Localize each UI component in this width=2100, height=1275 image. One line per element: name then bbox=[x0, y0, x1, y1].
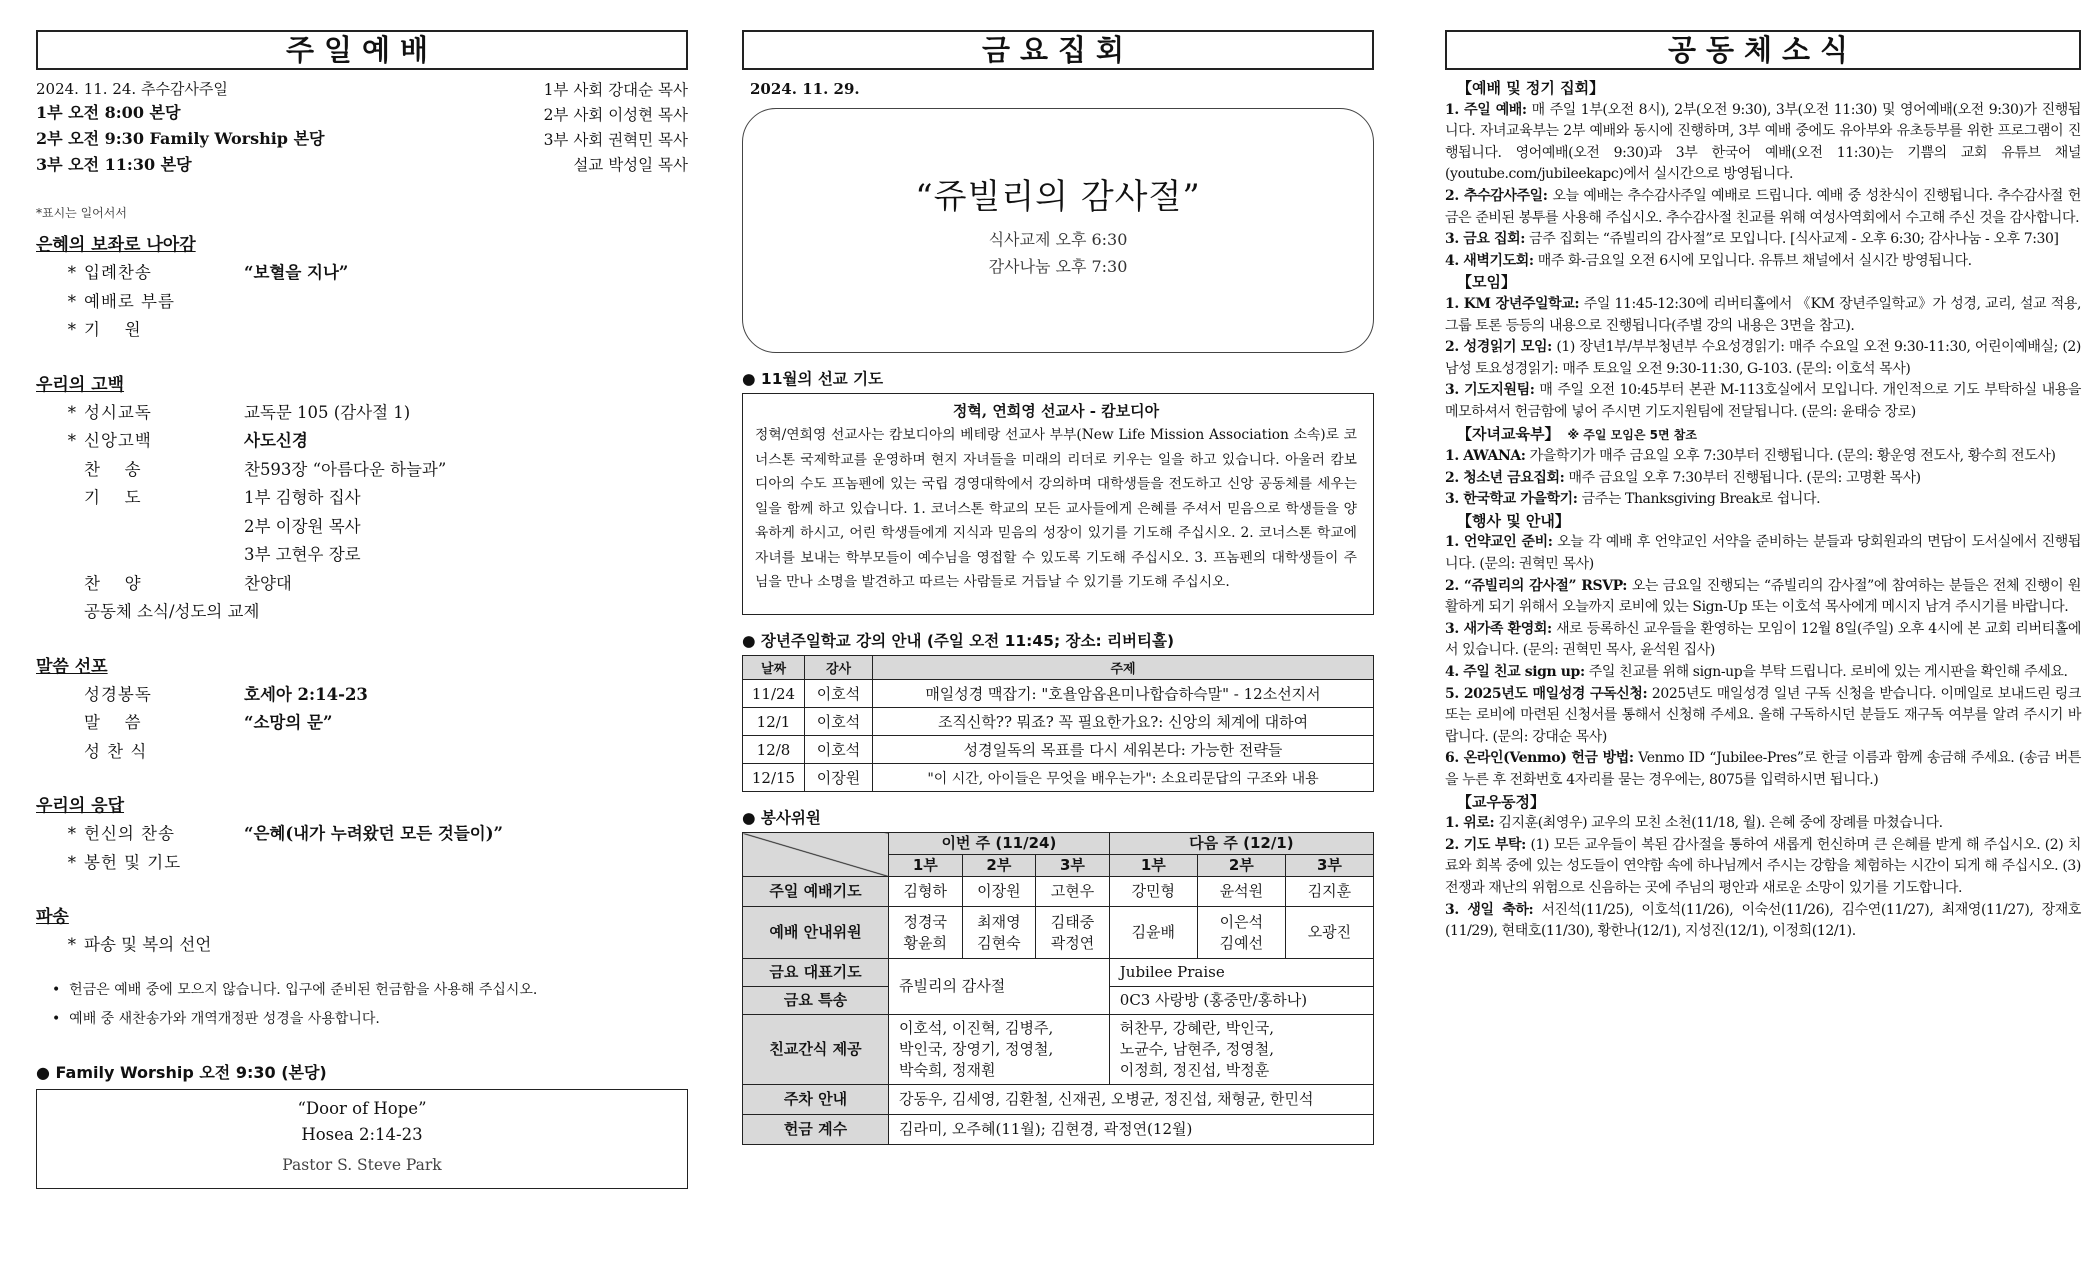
news-item-text: 김지훈(최영우) 교우의 모친 소천(11/18, 월). 은혜 중에 장례를 마쳤습니다. bbox=[1494, 815, 1943, 832]
standing-mark: * bbox=[67, 852, 76, 872]
leader-2: 2부 사회 이성현 목사 bbox=[543, 106, 688, 124]
preacher: 설교 박성일 목사 bbox=[573, 156, 688, 174]
cell-speaker: 이호석 bbox=[805, 736, 873, 764]
fw-passage: Hosea 2:14-23 bbox=[301, 1124, 423, 1144]
section-title-approach: 은혜의 보좌로 나아감 bbox=[36, 235, 196, 255]
cell: Jubilee Praise bbox=[1109, 959, 1373, 987]
order-item bbox=[36, 259, 688, 288]
table-row bbox=[743, 708, 1374, 736]
cell: 김윤배 bbox=[1109, 907, 1197, 959]
part-header: 3부 bbox=[1036, 855, 1110, 877]
bullet-text: 예배 중 새찬송가와 개역개정판 성경을 사용합니다. bbox=[69, 1010, 380, 1027]
friday-date: 2024. 11. 29. bbox=[750, 80, 860, 98]
news-item-text: 2025년도 매일성경 일년 구독 신청을 받습니다. 이메일로 보내드린 링크 또는 로비에 마련된 신청서를 통해서 신청해 주세요. 올해 구독하시던 분들도 재구독 여부를 알려 주시기 바랍니다. (문의: 강대순 목사) bbox=[1445, 685, 2081, 745]
order-value bbox=[244, 738, 688, 767]
news-category: 【교우동정】 bbox=[1457, 792, 1545, 811]
news-item bbox=[1445, 229, 2081, 251]
news-item-title: 3. 금요 집회: bbox=[1445, 231, 1526, 248]
news-item bbox=[1445, 337, 2081, 380]
mission-title: 정혁, 연희영 선교사 - 캄보디아 bbox=[952, 402, 1160, 420]
cell: 이호석, 이진혁, 김병주, 박인국, 장영기, 정영철, 박숙희, 정재훤 bbox=[889, 1015, 1110, 1085]
news-item bbox=[1445, 446, 2081, 468]
news-list bbox=[1445, 78, 2081, 943]
fw-pastor: Pastor S. Steve Park bbox=[282, 1155, 442, 1174]
news-item-text: 매 주일 오전 10:45부터 본관 M-113호실에서 모입니다. 개인적으로 기도 부탁하실 내용을 메모하셔서 헌금함에 넣어 주시면 기도지원팀에 전달됩니다. (문의: 윤태승 장로) bbox=[1445, 382, 2082, 420]
volunteers-heading: ● 봉사위원 bbox=[742, 809, 821, 827]
part-header: 3부 bbox=[1285, 855, 1373, 877]
row-header: 주일 예배기도 bbox=[743, 877, 889, 907]
news-item-text: 서진석(11/25), 이호석(11/26), 이숙선(11/26), 김수연(11/27), 최재영(11/27), 장재호(11/29), 현태호(11/30), 황한나(12/1), 지성진(12/1), 이정희(12/1). bbox=[1445, 901, 2081, 940]
news-category-label: 【자녀교육부】 bbox=[1457, 424, 1560, 443]
cell: 0C3 사랑방 (홍중만/홍하나) bbox=[1109, 987, 1373, 1015]
bullet-note: • 예배 중 새찬송가와 개역개정판 성경을 사용합니다. bbox=[52, 1010, 380, 1027]
order-item bbox=[36, 931, 688, 960]
order-item bbox=[36, 570, 688, 599]
cell: 강동우, 김세영, 김환철, 신재권, 오병균, 정진섭, 채형균, 한민석 bbox=[889, 1085, 1374, 1115]
row-header: 금요 특송 bbox=[743, 987, 889, 1015]
news-item bbox=[1445, 748, 2081, 791]
news-item-text: 오는 금요일 진행되는 “쥬빌리의 감사절”에 참여하는 분들은 전체 진행이 원활하게 되기 위해서 오늘까지 로비에 있는 Sign-Up 또는 이호석 목사에게 메시지 남겨 주시기를 바랍니다. bbox=[1445, 577, 2081, 616]
news-item-text: 오늘 각 예배 후 언약교인 서약을 준비하는 분들과 당회원과의 면담이 도서실에서 진행됩니다. (문의: 권혁민 목사) bbox=[1445, 534, 2081, 573]
cell-topic: 성경일독의 목표를 다시 세워본다: 가능한 전략들 bbox=[873, 736, 1374, 764]
news-item-title: 1. KM 장년주일학교: bbox=[1445, 295, 1580, 312]
news-item-title: 3. 기도지원팀: bbox=[1445, 382, 1535, 399]
service-leaders bbox=[544, 78, 688, 178]
order-value: 호세아 2:14-23 bbox=[244, 684, 368, 704]
order-label: 성시교독 bbox=[84, 402, 152, 422]
order-item bbox=[36, 399, 688, 428]
order-item bbox=[36, 681, 688, 710]
cell-speaker: 이장원 bbox=[805, 764, 873, 792]
section-title-confession: 우리의 고백 bbox=[36, 374, 125, 395]
cell-speaker: 이호석 bbox=[805, 680, 873, 708]
order-value: 3부 고현우 장로 bbox=[244, 545, 361, 564]
news-item-text: 주일 11:45-12:30에 리버티홀에서 《KM 장년주일학교》가 성경, 교리, 설교 적용, 그룹 토론 등등의 내용으로 진행됩니다(주별 강의 내용은 3면을 참고). bbox=[1445, 295, 2082, 334]
order-item bbox=[36, 820, 688, 849]
order-item bbox=[36, 427, 688, 456]
order-label: 기 원 bbox=[84, 320, 142, 339]
order-value bbox=[244, 849, 688, 878]
cell-date: 11/24 bbox=[743, 680, 805, 708]
news-item-text: (1) 장년1부/부부청년부 수요성경읽기: 매주 수요일 오전 9:30-11:30, 어린이예배실; (2) 남성 토요성경읽기: 매주 토요일 오전 9:30-11:30, G-103. (문의: 이호석 목사) bbox=[1445, 339, 2081, 377]
news-item bbox=[1445, 468, 2081, 490]
bullet-text: 헌금은 예배 중에 모으지 않습니다. 입구에 준비된 헌금함을 사용해 주십시오. bbox=[69, 981, 538, 998]
news-item bbox=[1445, 251, 2081, 273]
volunteers-table bbox=[742, 832, 1374, 1145]
order-value: 교독문 105 (감사절 1) bbox=[244, 402, 411, 422]
mission-body: 정혁/연희영 선교사는 캄보디아의 베테랑 선교사 부부(New Life Mission Association 소속)로 코너스톤 국제학교를 운영하며 현지 자녀들을 미래의 리더로 키우는 일을 하고 있습니다. 아울러 캄보디아의 수도 프놈펜에 있는 국립 경영대학에서 강의하며 대학생들을 전도하고 신앙 공동체를 세우는 일을 함께 하고 있습니다. 1. 코너스톤 학교의 모든 교사들에게 은혜를 주셔서 믿음으로 학생들을 양육하게 하시고, 어린 학생들에게 지식과 믿음의 성장이 있기를 기도해 주십시오. 2. 코너스톤 학교에 자녀를 보내는 학부모들이 예수님을 영접할 수 있도록 기도해 주십시오. 3. 프놈펜의 대학생들이 주님을 만나 소명을 발견하고 따르는 사람들로 거듭날 수 있기를 기도해 주십시오. bbox=[755, 427, 1357, 590]
bullet-note: • 헌금은 예배 중에 모으지 않습니다. 입구에 준비된 헌금함을 사용해 주십시오. bbox=[52, 981, 538, 998]
cell-topic: 조직신학?? 뭐죠? 꼭 필요한가요?: 신앙의 체계에 대하여 bbox=[873, 708, 1374, 736]
news-item-text: Venmo ID “Jubilee-Pres”로 한글 이름과 함께 송금해 주세요. (송금 버튼을 누른 후 전화번호 4자리를 묻는 경우에는, 8075를 입력하시면 됩니다.) bbox=[1445, 750, 2081, 788]
friday-theme-box bbox=[742, 108, 1374, 353]
news-item-title: 1. 주일 예배: bbox=[1445, 101, 1527, 118]
table-row bbox=[743, 1115, 1374, 1145]
news-item-title: 2. “쥬빌리의 감사절” RSVP: bbox=[1445, 577, 1628, 594]
family-worship-title: ● Family Worship 오전 9:30 (본당) bbox=[36, 1062, 327, 1082]
sunday-worship-column bbox=[36, 30, 688, 1189]
news-item-title: 1. 위로: bbox=[1445, 815, 1495, 832]
news-item-title: 2. 추수감사주일: bbox=[1445, 187, 1548, 204]
news-item-title: 3. 한국학교 가을학기: bbox=[1445, 491, 1578, 508]
news-item-title: 5. 2025년도 매일성경 구독신청: bbox=[1445, 685, 1648, 702]
theme-line-1: 식사교제 오후 6:30 bbox=[988, 230, 1128, 249]
friday-gathering-column bbox=[742, 30, 1374, 1145]
news-item-text: 매 주일 1부(오전 8시), 2부(오전 9:30), 3부(오전 11:30) 및 영어예배(오전 9:30)가 진행됩니다. 자녀교육부는 2부 예배와 동시에 진행하며, 3부 예배 중에도 유아부와 유초등부를 위한 프로그램이 진행됩니다. 영어예배(오전 9:30)과 3부 한국어 예배(오전 11:30)는 기쁨의 교회 유튜브 채널(youtube.com/jubileekapc)에서 실시간으로 방영됩니다. bbox=[1445, 101, 2082, 183]
cell: 허찬무, 강혜란, 박인국, 노균수, 남현주, 정영철, 이정희, 정진섭, 박정훈 bbox=[1109, 1015, 1373, 1085]
next-week-header: 다음 주 (12/1) bbox=[1109, 833, 1373, 855]
news-item-text: 금주 집회는 “쥬빌리의 감사절”로 모입니다. [식사교제 - 오후 6:30; 감사나눔 - 오후 7:30] bbox=[1525, 231, 2059, 248]
order-item bbox=[36, 738, 688, 767]
order-item bbox=[36, 709, 688, 738]
news-item-title: 2. 기도 부탁: bbox=[1445, 836, 1526, 853]
order-value: “은혜(내가 누려왔던 모든 것들이)” bbox=[244, 824, 504, 843]
service-date: 2024. 11. 24. 추수감사주일 bbox=[36, 80, 228, 98]
news-item-text: 매주 금요일 오후 7:30부터 진행됩니다. (문의: 고명환 목사) bbox=[1564, 469, 1921, 486]
news-item bbox=[1445, 576, 2081, 619]
news-item bbox=[1445, 380, 2081, 423]
order-value bbox=[244, 288, 688, 317]
order-label: 헌신의 찬송 bbox=[84, 824, 175, 843]
order-label: 성 찬 식 bbox=[84, 741, 148, 761]
cell-date: 12/15 bbox=[743, 764, 805, 792]
order-item bbox=[36, 316, 688, 345]
row-header: 금요 대표기도 bbox=[743, 959, 889, 987]
news-item bbox=[1445, 835, 2081, 900]
order-label: 기 도 bbox=[84, 488, 142, 507]
order-label: 공동체 소식/성도의 교제 bbox=[84, 602, 260, 621]
cell-date: 12/1 bbox=[743, 708, 805, 736]
news-category bbox=[1457, 424, 2081, 447]
table-row bbox=[743, 1085, 1374, 1115]
news-item-text: (1) 모든 교우들이 복된 감사절을 통하여 새롭게 헌신하며 큰 은혜를 받게 해 주십시오. (2) 치료와 회복 중에 있는 성도들이 연약함 속에 하나님께서 주시는 강함을 체험하는 시간이 되게 해 주십시오. (3) 전쟁과 재난의 위험으로 신음하는 곳에 주님의 평안과 새로운 소망이 있기를 기도합니다. bbox=[1445, 836, 2082, 896]
cell-date: 12/8 bbox=[743, 736, 805, 764]
order-value: 2부 이장원 목사 bbox=[244, 516, 361, 536]
cell: 이은석 김예선 bbox=[1197, 907, 1285, 959]
news-item-title: 3. 새가족 환영회: bbox=[1445, 620, 1552, 637]
standing-mark: * bbox=[67, 935, 76, 954]
order-label: 예배로 부름 bbox=[84, 291, 175, 311]
news-item-text: 금주는 Thanksgiving Break로 쉽니다. bbox=[1577, 491, 1821, 508]
part-header: 2부 bbox=[962, 855, 1036, 877]
part-header: 2부 bbox=[1197, 855, 1285, 877]
table-row bbox=[743, 1015, 1374, 1085]
cell: 고현우 bbox=[1036, 877, 1110, 907]
lecture-heading: ● 장년주일학교 강의 안내 (주일 오전 11:45; 장소: 리버티홀) bbox=[742, 632, 1175, 650]
row-header: 예배 안내위원 bbox=[743, 907, 889, 959]
cell: 오광진 bbox=[1285, 907, 1373, 959]
col-header-speaker: 강사 bbox=[805, 656, 873, 680]
table-row bbox=[743, 764, 1374, 792]
news-item-title: 6. 온라인(Venmo) 헌금 방법: bbox=[1445, 750, 1634, 767]
service-info bbox=[36, 78, 688, 186]
cell: 쥬빌리의 감사절 bbox=[889, 959, 1110, 1015]
service-time-2: 2부 오전 9:30 Family Worship 본당 bbox=[36, 129, 325, 148]
order-item bbox=[36, 456, 688, 485]
table-row bbox=[743, 736, 1374, 764]
leader-3: 3부 사회 권혁민 목사 bbox=[543, 131, 688, 149]
section-header-friday: 금요집회 bbox=[742, 30, 1374, 70]
service-time-1: 1부 오전 8:00 본당 bbox=[36, 103, 181, 122]
cell: 강민형 bbox=[1109, 877, 1197, 907]
news-item bbox=[1445, 186, 2081, 229]
table-row bbox=[743, 680, 1374, 708]
standing-mark: * bbox=[67, 824, 76, 843]
order-value: 찬593장 “아름다운 하늘과” bbox=[244, 459, 447, 479]
cell-topic: "이 시간, 아이들은 무엇을 배우는가": 소요리문답의 구조와 내용 bbox=[873, 764, 1374, 792]
order-label: 찬 양 bbox=[84, 573, 142, 593]
news-item-text: 매주 화-금요일 오전 6시에 모입니다. 유튜브 채널에서 실시간 방영됩니다. bbox=[1533, 252, 1972, 269]
leader-1: 1부 사회 강대순 목사 bbox=[543, 81, 688, 99]
section-header-community: 공동체소식 bbox=[1445, 30, 2081, 70]
order-label: 신앙고백 bbox=[84, 431, 152, 450]
section-title-sending: 파송 bbox=[36, 907, 69, 927]
news-item-title: 2. 청소년 금요집회: bbox=[1445, 469, 1565, 486]
cell: 윤석원 bbox=[1197, 877, 1285, 907]
order-value: “보혈을 지나” bbox=[244, 263, 349, 282]
order-value: “소망의 문” bbox=[244, 713, 333, 732]
col-header-topic: 주제 bbox=[873, 656, 1374, 680]
row-header: 친교간식 제공 bbox=[743, 1015, 889, 1085]
news-item-title: 1. AWANA: bbox=[1445, 448, 1526, 465]
news-category: 【행사 및 안내】 bbox=[1457, 511, 1570, 530]
news-item-title: 4. 새벽기도회: bbox=[1445, 252, 1534, 269]
mission-box bbox=[742, 393, 1374, 615]
order-label: 입례찬송 bbox=[84, 263, 152, 282]
news-item-text: 주일 친교를 위해 sign-up을 부탁 드립니다. 로비에 있는 게시판을 확인해 주세요. bbox=[1584, 664, 2068, 681]
lecture-table bbox=[742, 655, 1374, 792]
news-category-note: ※ 주일 모임은 5면 참조 bbox=[1567, 427, 1697, 442]
order-value: 찬양대 bbox=[244, 573, 292, 593]
table-row bbox=[743, 959, 1374, 987]
section-title-word: 말씀 선포 bbox=[36, 656, 108, 677]
news-item-text: 오늘 예배는 추수감사주일 예배로 드립니다. 예배 중 성찬식이 진행됩니다. 추수감사절 헌금은 준비된 봉투를 사용해 주십시오. 추수감사절 친교를 위해 여성사역회에서 수고해 주신 것을 감사합니다. bbox=[1445, 187, 2081, 226]
order-item bbox=[36, 541, 688, 570]
cell-topic: 매일성경 맥잡기: "호욜암옵욘미나합습하슥말" - 12소선지서 bbox=[873, 680, 1374, 708]
standing-mark: * bbox=[67, 431, 76, 450]
news-item bbox=[1445, 100, 2081, 186]
news-item bbox=[1445, 619, 2081, 662]
order-label: 성경봉독 bbox=[84, 684, 152, 704]
order-item bbox=[36, 288, 688, 317]
order-item bbox=[36, 513, 688, 542]
news-item bbox=[1445, 662, 2081, 684]
col-header-date: 날짜 bbox=[743, 656, 805, 680]
table-row bbox=[743, 877, 1374, 907]
news-item-title: 2. 성경읽기 모임: bbox=[1445, 339, 1552, 356]
order-item bbox=[36, 598, 688, 627]
service-time-3: 3부 오전 11:30 본당 bbox=[36, 155, 192, 174]
news-item-title: 3. 생일 축하: bbox=[1445, 901, 1534, 918]
order-label: 봉헌 및 기도 bbox=[84, 852, 182, 872]
section-title-response: 우리의 응답 bbox=[36, 796, 125, 816]
news-item bbox=[1445, 813, 2081, 835]
cell: 김태중 곽정연 bbox=[1036, 907, 1110, 959]
news-item bbox=[1445, 489, 2081, 511]
news-category: 【예배 및 정기 집회】 bbox=[1457, 79, 1605, 97]
part-header: 1부 bbox=[1109, 855, 1197, 877]
news-item-text: 가을학기가 매주 금요일 오후 7:30부터 진행됩니다. (문의: 황운영 전도사, 황수희 전도사) bbox=[1525, 448, 2056, 465]
part-header: 1부 bbox=[889, 855, 963, 877]
news-item bbox=[1445, 684, 2081, 749]
cell: 최재영 김현숙 bbox=[962, 907, 1036, 959]
cell: 김형하 bbox=[889, 877, 963, 907]
order-value: 1부 김형하 집사 bbox=[244, 488, 361, 507]
community-news-column bbox=[1445, 30, 2081, 943]
fw-sermon-title: “Door of Hope” bbox=[297, 1098, 427, 1118]
theme-line-2: 감사나눔 오후 7:30 bbox=[988, 257, 1128, 276]
order-label: 파송 및 복의 선언 bbox=[84, 935, 212, 954]
order-item bbox=[36, 849, 688, 878]
cell: 이장원 bbox=[962, 877, 1036, 907]
row-header: 주차 안내 bbox=[743, 1085, 889, 1115]
news-item-title: 4. 주일 친교 sign up: bbox=[1445, 664, 1585, 681]
news-item bbox=[1445, 532, 2081, 575]
news-item-title: 1. 언약교인 준비: bbox=[1445, 534, 1553, 551]
theme-title: “쥬빌리의 감사절” bbox=[915, 177, 1201, 217]
standing-mark: * bbox=[67, 402, 76, 422]
cell: 김지훈 bbox=[1285, 877, 1373, 907]
news-item bbox=[1445, 900, 2081, 943]
order-value: 사도신경 bbox=[244, 431, 308, 450]
family-worship-box bbox=[36, 1089, 688, 1189]
standing-mark: * bbox=[67, 291, 76, 311]
section-header-sunday: 주일예배 bbox=[36, 30, 688, 70]
news-item-text: 새로 등록하신 교우들을 환영하는 모임이 12월 8일(주일) 오후 4시에 본 교회 리버티홀에서 있습니다. (문의: 권혁민 목사, 윤석원 집사) bbox=[1445, 620, 2081, 659]
standing-mark: * bbox=[67, 320, 76, 339]
standing-mark: * bbox=[67, 263, 76, 282]
this-week-header: 이번 주 (11/24) bbox=[889, 833, 1110, 855]
table-corner bbox=[743, 833, 889, 877]
order-label: 찬 송 bbox=[84, 459, 142, 479]
news-category: 【모임】 bbox=[1457, 273, 1516, 292]
cell-speaker: 이호석 bbox=[805, 708, 873, 736]
order-item bbox=[36, 484, 688, 513]
order-value bbox=[244, 316, 688, 345]
news-item bbox=[1445, 294, 2081, 337]
cell: 정경국 황윤희 bbox=[889, 907, 963, 959]
mission-heading: ● 11월의 선교 기도 bbox=[742, 370, 884, 388]
table-row bbox=[743, 907, 1374, 959]
row-header: 헌금 계수 bbox=[743, 1115, 889, 1145]
order-label: 말 씀 bbox=[84, 713, 142, 732]
standing-note: *표시는 일어서서 bbox=[36, 206, 127, 220]
cell: 김라미, 오주혜(11월); 김현경, 곽정연(12월) bbox=[889, 1115, 1374, 1145]
